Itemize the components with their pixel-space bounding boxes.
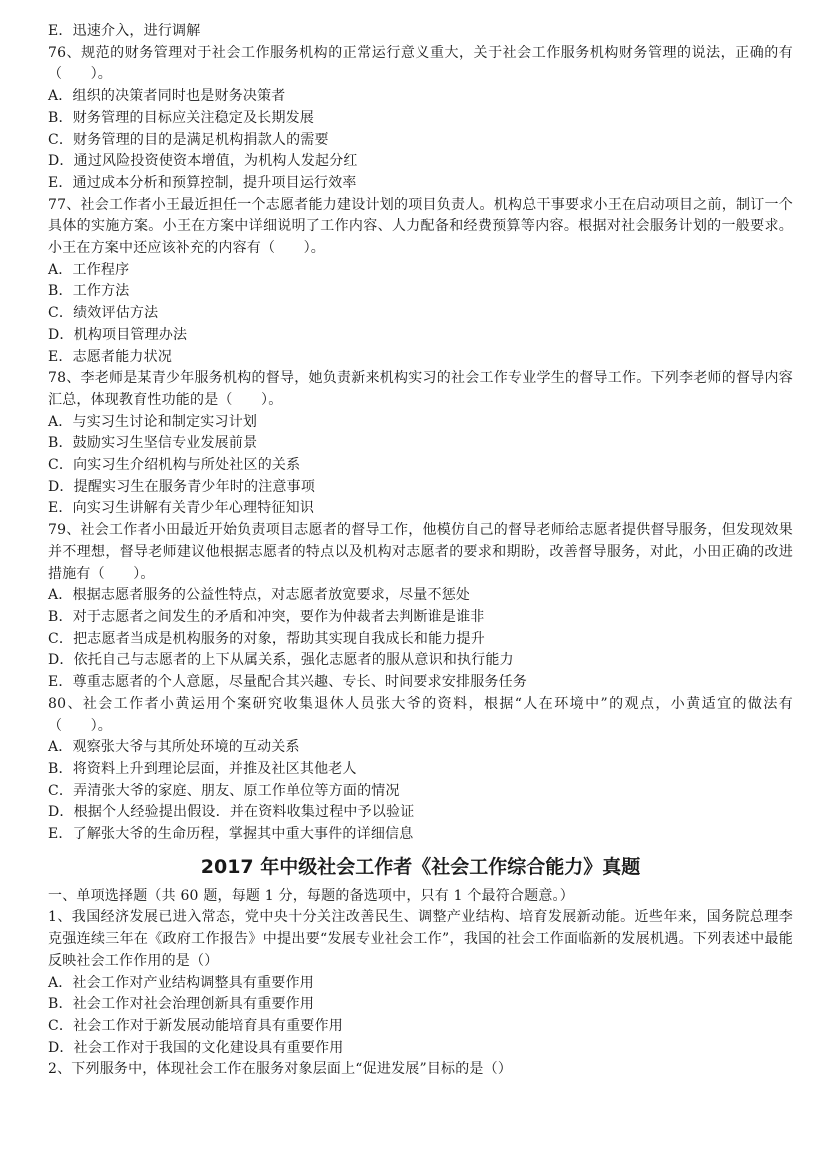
answer-option: C．向实习生介绍机构与所处社区的关系: [48, 457, 301, 474]
question-stem: 80、社会工作者小黄运用个案研究收集退休人员张大爷的资料，根据“人在环境中”的观点，小黄适宜的做法有（ ）。: [48, 695, 793, 734]
answer-option: D．依托自己与志愿者的上下从属关系，强化志愿者的服从意识和执行能力: [48, 652, 514, 669]
answer-option: E．向实习生讲解有关青少年心理特征知识: [48, 500, 315, 517]
answer-option: E．志愿者能力状况: [48, 348, 173, 365]
answer-option: A．工作程序: [48, 261, 130, 278]
question-block: [48, 368, 793, 520]
question-block: [48, 43, 793, 195]
question-block: [48, 520, 793, 694]
answer-option: B．将资料上升到理论层面，并推及社区其他老人: [48, 760, 357, 777]
answer-option: B．财务管理的目标应关注稳定及长期发展: [48, 109, 315, 126]
answer-option: D．通过风险投资使资本增值，为机构人发起分红: [48, 153, 358, 170]
answer-option: A．根据志愿者服务的公益性特点，对志愿者放宽要求，尽量不惩处: [48, 587, 471, 604]
answer-option: C．社会工作对于新发展动能培育具有重要作用: [48, 1017, 343, 1034]
question-block: [48, 694, 793, 846]
question-block: [48, 195, 793, 369]
section-title: 2017 年中级社会工作者《社会工作综合能力》真题: [200, 855, 641, 878]
document-page: [48, 21, 793, 1081]
question-block: [48, 1059, 793, 1081]
answer-option: B．工作方法: [48, 283, 130, 300]
answer-option: A．组织的决策者同时也是财务决策者: [48, 88, 286, 105]
answer-option: D．提醒实习生在服务青少年时的注意事项: [48, 478, 316, 495]
answer-option: A．观察张大爷与其所处环境的互动关系: [48, 739, 300, 756]
answer-option: B．鼓励实习生坚信专业发展前景: [48, 435, 258, 452]
answer-option: D．根据个人经验提出假设．并在资料收集过程中予以验证: [48, 804, 415, 821]
prev-option-e: E．迅速介入，进行调解: [48, 23, 201, 39]
question-stem: 76、规范的财务管理对于社会工作服务机构的正常运行意义重大，关于社会工作服务机构财务管理的说法，正确的有（ ）。: [48, 44, 793, 83]
question-stem: 77、社会工作者小王最近担任一个志愿者能力建设计划的项目负责人。机构总干事要求小王在启动项目之前，制订一个具体的实施方案。小王在方案中详细说明了工作内容、人力配备和经费预算等内容。根据对社会服务计划的一般要求。小王在方案中还应该补充的内容有（ ）。: [48, 196, 793, 257]
question-block: [48, 907, 793, 1059]
answer-option: B．对于志愿者之间发生的矛盾和冲突，要作为仲裁者去判断谁是谁非: [48, 608, 485, 625]
question-stem: 1、我国经济发展已进入常态，党中央十分关注改善民生、调整产业结构、培育发展新动能。近些年来，国务院总理李克强连续三年在《政府工作报告》中提出要“发展专业社会工作”，我国的社会工作面临新的发展机遇。下列表述中最能反映社会工作作用的是（）: [48, 909, 793, 969]
answer-option: A．与实习生讨论和制定实习计划: [48, 413, 258, 430]
question-stem: 79、社会工作者小田最近开始负责项目志愿者的督导工作，他模仿自己的督导老师给志愿者提供督导服务，但发现效果并不理想，督导老师建议他根据志愿者的特点以及机构对志愿者的要求和期盼，改善督导服务，对此，小田正确的改进措施有（ ）。: [48, 522, 793, 582]
question-stem: 2、下列服务中，体现社会工作在服务对象层面上“促进发展”目标的是（）: [48, 1061, 513, 1078]
answer-option: C．财务管理的目的是满足机构捐款人的需要: [48, 131, 329, 148]
answer-option: D．社会工作对于我国的文化建设具有重要作用: [48, 1039, 344, 1056]
answer-option: B．社会工作对社会治理创新具有重要作用: [48, 996, 315, 1013]
question-list-single-choice: [48, 907, 793, 1081]
question-stem: 78、李老师是某青少年服务机构的督导，她负责新来机构实习的社会工作专业学生的督导工作。下列李老师的督导内容汇总，体现教育性功能的是（ ）。: [48, 370, 793, 408]
answer-option: D．机构项目管理办法: [48, 326, 188, 343]
section-instruction: 一、单项选择题（共 60 题，每题 1 分，每题的备选项中，只有 1 个最符合题意。）: [48, 887, 574, 904]
answer-option: E．了解张大爷的生命历程，掌握其中重大事件的详细信息: [48, 826, 414, 843]
answer-option: C．把志愿者当成是机构服务的对象，帮助其实现自我成长和能力提升: [48, 630, 485, 647]
answer-option: C．弄清张大爷的家庭、朋友、原工作单位等方面的情况: [48, 782, 400, 799]
answer-option: E．尊重志愿者的个人意愿，尽量配合其兴趣、专长、时间要求安排服务任务: [48, 674, 528, 691]
answer-option: E．通过成本分析和预算控制，提升项目运行效率: [48, 174, 357, 191]
question-list-previous-section: [48, 43, 793, 846]
answer-option: A．社会工作对产业结构调整具有重要作用: [48, 974, 314, 991]
answer-option: C．绩效评估方法: [48, 305, 159, 322]
